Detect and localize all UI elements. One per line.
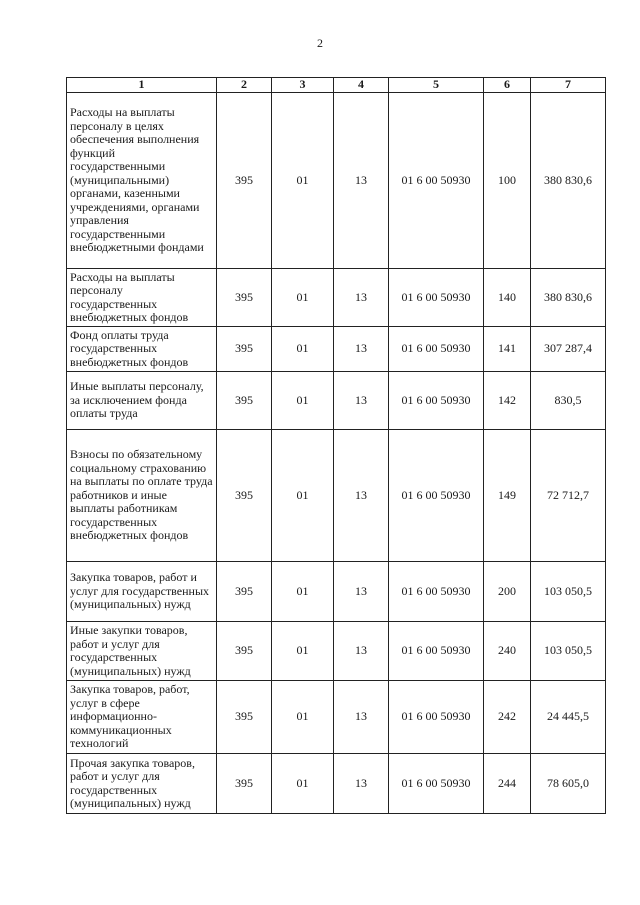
ministry-code: 395 <box>217 372 272 430</box>
amount: 380 830,6 <box>531 93 606 269</box>
target-article-code: 01 6 00 50930 <box>389 430 484 562</box>
target-article-code: 01 6 00 50930 <box>389 562 484 622</box>
expense-name: Прочая закупка товаров, работ и услуг для государственных (муниципальных) нужд <box>67 754 217 814</box>
table-row <box>67 622 606 681</box>
ministry-code: 395 <box>217 93 272 269</box>
section-code: 01 <box>272 430 334 562</box>
subsection-code: 13 <box>334 754 389 814</box>
expense-name: Взносы по обязательному социальному страхованию на выплаты по оплате труда работников и иные выплаты работникам государственных внебюджетных фондов <box>67 430 217 562</box>
amount: 830,5 <box>531 372 606 430</box>
ministry-code: 395 <box>217 622 272 681</box>
ministry-code: 395 <box>217 269 272 327</box>
subsection-code: 13 <box>334 269 389 327</box>
column-header: 1 <box>67 78 217 93</box>
expense-type-code: 242 <box>484 681 531 754</box>
expense-type-code: 141 <box>484 327 531 372</box>
expense-name: Иные выплаты персоналу, за исключением фонда оплаты труда <box>67 372 217 430</box>
page-number: 2 <box>317 36 323 50</box>
expense-name: Расходы на выплаты персоналу государственных внебюджетных фондов <box>67 269 217 327</box>
subsection-code: 13 <box>334 622 389 681</box>
amount: 307 287,4 <box>531 327 606 372</box>
column-header: 4 <box>334 78 389 93</box>
expense-type-code: 140 <box>484 269 531 327</box>
section-code: 01 <box>272 622 334 681</box>
expense-type-code: 200 <box>484 562 531 622</box>
table-row <box>67 372 606 430</box>
section-code: 01 <box>272 562 334 622</box>
target-article-code: 01 6 00 50930 <box>389 681 484 754</box>
table-row <box>67 269 606 327</box>
target-article-code: 01 6 00 50930 <box>389 327 484 372</box>
expense-name: Иные закупки товаров, работ и услуг для государственных (муниципальных) нужд <box>67 622 217 681</box>
table-row <box>67 754 606 814</box>
subsection-code: 13 <box>334 562 389 622</box>
ministry-code: 395 <box>217 681 272 754</box>
target-article-code: 01 6 00 50930 <box>389 93 484 269</box>
column-header: 7 <box>531 78 606 93</box>
column-header: 3 <box>272 78 334 93</box>
subsection-code: 13 <box>334 372 389 430</box>
table-row <box>67 681 606 754</box>
section-code: 01 <box>272 269 334 327</box>
target-article-code: 01 6 00 50930 <box>389 372 484 430</box>
target-article-code: 01 6 00 50930 <box>389 622 484 681</box>
expense-name: Расходы на выплаты персоналу в целях обеспечения выполнения функций государственными (муниципальными) органами, казенными учреждениями, органами управления государственными внебюджетными фондами <box>67 93 217 269</box>
section-code: 01 <box>272 681 334 754</box>
ministry-code: 395 <box>217 562 272 622</box>
column-header: 2 <box>217 78 272 93</box>
column-header: 5 <box>389 78 484 93</box>
amount: 103 050,5 <box>531 622 606 681</box>
ministry-code: 395 <box>217 327 272 372</box>
section-code: 01 <box>272 327 334 372</box>
amount: 103 050,5 <box>531 562 606 622</box>
section-code: 01 <box>272 372 334 430</box>
amount: 78 605,0 <box>531 754 606 814</box>
expense-type-code: 240 <box>484 622 531 681</box>
expense-type-code: 149 <box>484 430 531 562</box>
budget-table <box>66 77 606 814</box>
column-header: 6 <box>484 78 531 93</box>
amount: 72 712,7 <box>531 430 606 562</box>
expense-type-code: 100 <box>484 93 531 269</box>
section-code: 01 <box>272 754 334 814</box>
target-article-code: 01 6 00 50930 <box>389 754 484 814</box>
ministry-code: 395 <box>217 754 272 814</box>
table-row <box>67 430 606 562</box>
subsection-code: 13 <box>334 327 389 372</box>
expense-type-code: 142 <box>484 372 531 430</box>
subsection-code: 13 <box>334 93 389 269</box>
table-header-row <box>67 78 606 93</box>
subsection-code: 13 <box>334 430 389 562</box>
target-article-code: 01 6 00 50930 <box>389 269 484 327</box>
table-row <box>67 327 606 372</box>
table-row <box>67 93 606 269</box>
expense-type-code: 244 <box>484 754 531 814</box>
amount: 24 445,5 <box>531 681 606 754</box>
expense-name: Закупка товаров, работ, услуг в сфере информационно-коммуникационных технологий <box>67 681 217 754</box>
section-code: 01 <box>272 93 334 269</box>
expense-name: Закупка товаров, работ и услуг для государственных (муниципальных) нужд <box>67 562 217 622</box>
table-row <box>67 562 606 622</box>
subsection-code: 13 <box>334 681 389 754</box>
amount: 380 830,6 <box>531 269 606 327</box>
ministry-code: 395 <box>217 430 272 562</box>
expense-name: Фонд оплаты труда государственных внебюджетных фондов <box>67 327 217 372</box>
